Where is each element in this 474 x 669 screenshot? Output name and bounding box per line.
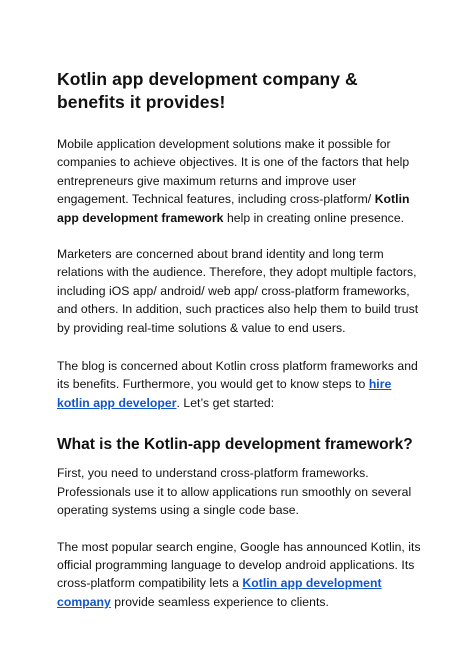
document-page (57, 68, 422, 611)
intro-paragraph-3 (57, 357, 422, 412)
section-paragraph-2 (57, 538, 422, 612)
intro-paragraph-1 (57, 135, 422, 227)
page-title: Kotlin app development company & benefits it provides! (57, 69, 358, 112)
paragraph-spacer (57, 227, 422, 245)
intro-paragraph-1-text-start: Mobile application development solutions make it possible for companies to achieve objectives. It is one of the factors that help entrepreneurs give maximum returns and improve user engagement. Technical features, including cross-platform/ (57, 137, 410, 207)
intro-paragraph-3-text-start: The blog is concerned about Kotlin cross platform frameworks and its benefits. Furthermore, you would get to know steps to (57, 359, 418, 392)
paragraph-spacer (57, 520, 422, 538)
section-spacer (57, 412, 422, 435)
section-paragraph-2-text-start: The most popular search engine, Google has announced Kotlin, its official programming language to develop android applications. Its cross-platform compatibility lets a (57, 539, 421, 591)
section-paragraph-2-text-end: provide seamless experience to clients. (110, 594, 329, 609)
intro-paragraph-1-bold-term: Kotlin app development framework (57, 192, 410, 225)
intro-paragraph-3-text-end: . Let’s get started: (176, 395, 275, 410)
kotlin-company-link[interactable]: Kotlin app development company (57, 576, 382, 609)
paragraph-spacer (57, 337, 422, 357)
hire-kotlin-developer-link[interactable]: hire kotlin app developer (57, 377, 392, 410)
intro-paragraph-1-text-end: help in creating online presence. (223, 210, 405, 225)
intro-paragraph-2: Marketers are concerned about brand identity and long term relations with the audience. Therefore, they adopt multiple factors, including iOS app/ android/ web app/ cross-platform frameworks, and others. In addition, such practices also help them to build trust by providing real-time solutions & value to end users. (57, 247, 419, 335)
section-heading: What is the Kotlin-app development framework? (57, 436, 413, 454)
section-paragraph-1: First, you need to understand cross-platform frameworks. Professionals use it to allow applications run smoothly on several operating systems using a single code base. (57, 466, 412, 518)
